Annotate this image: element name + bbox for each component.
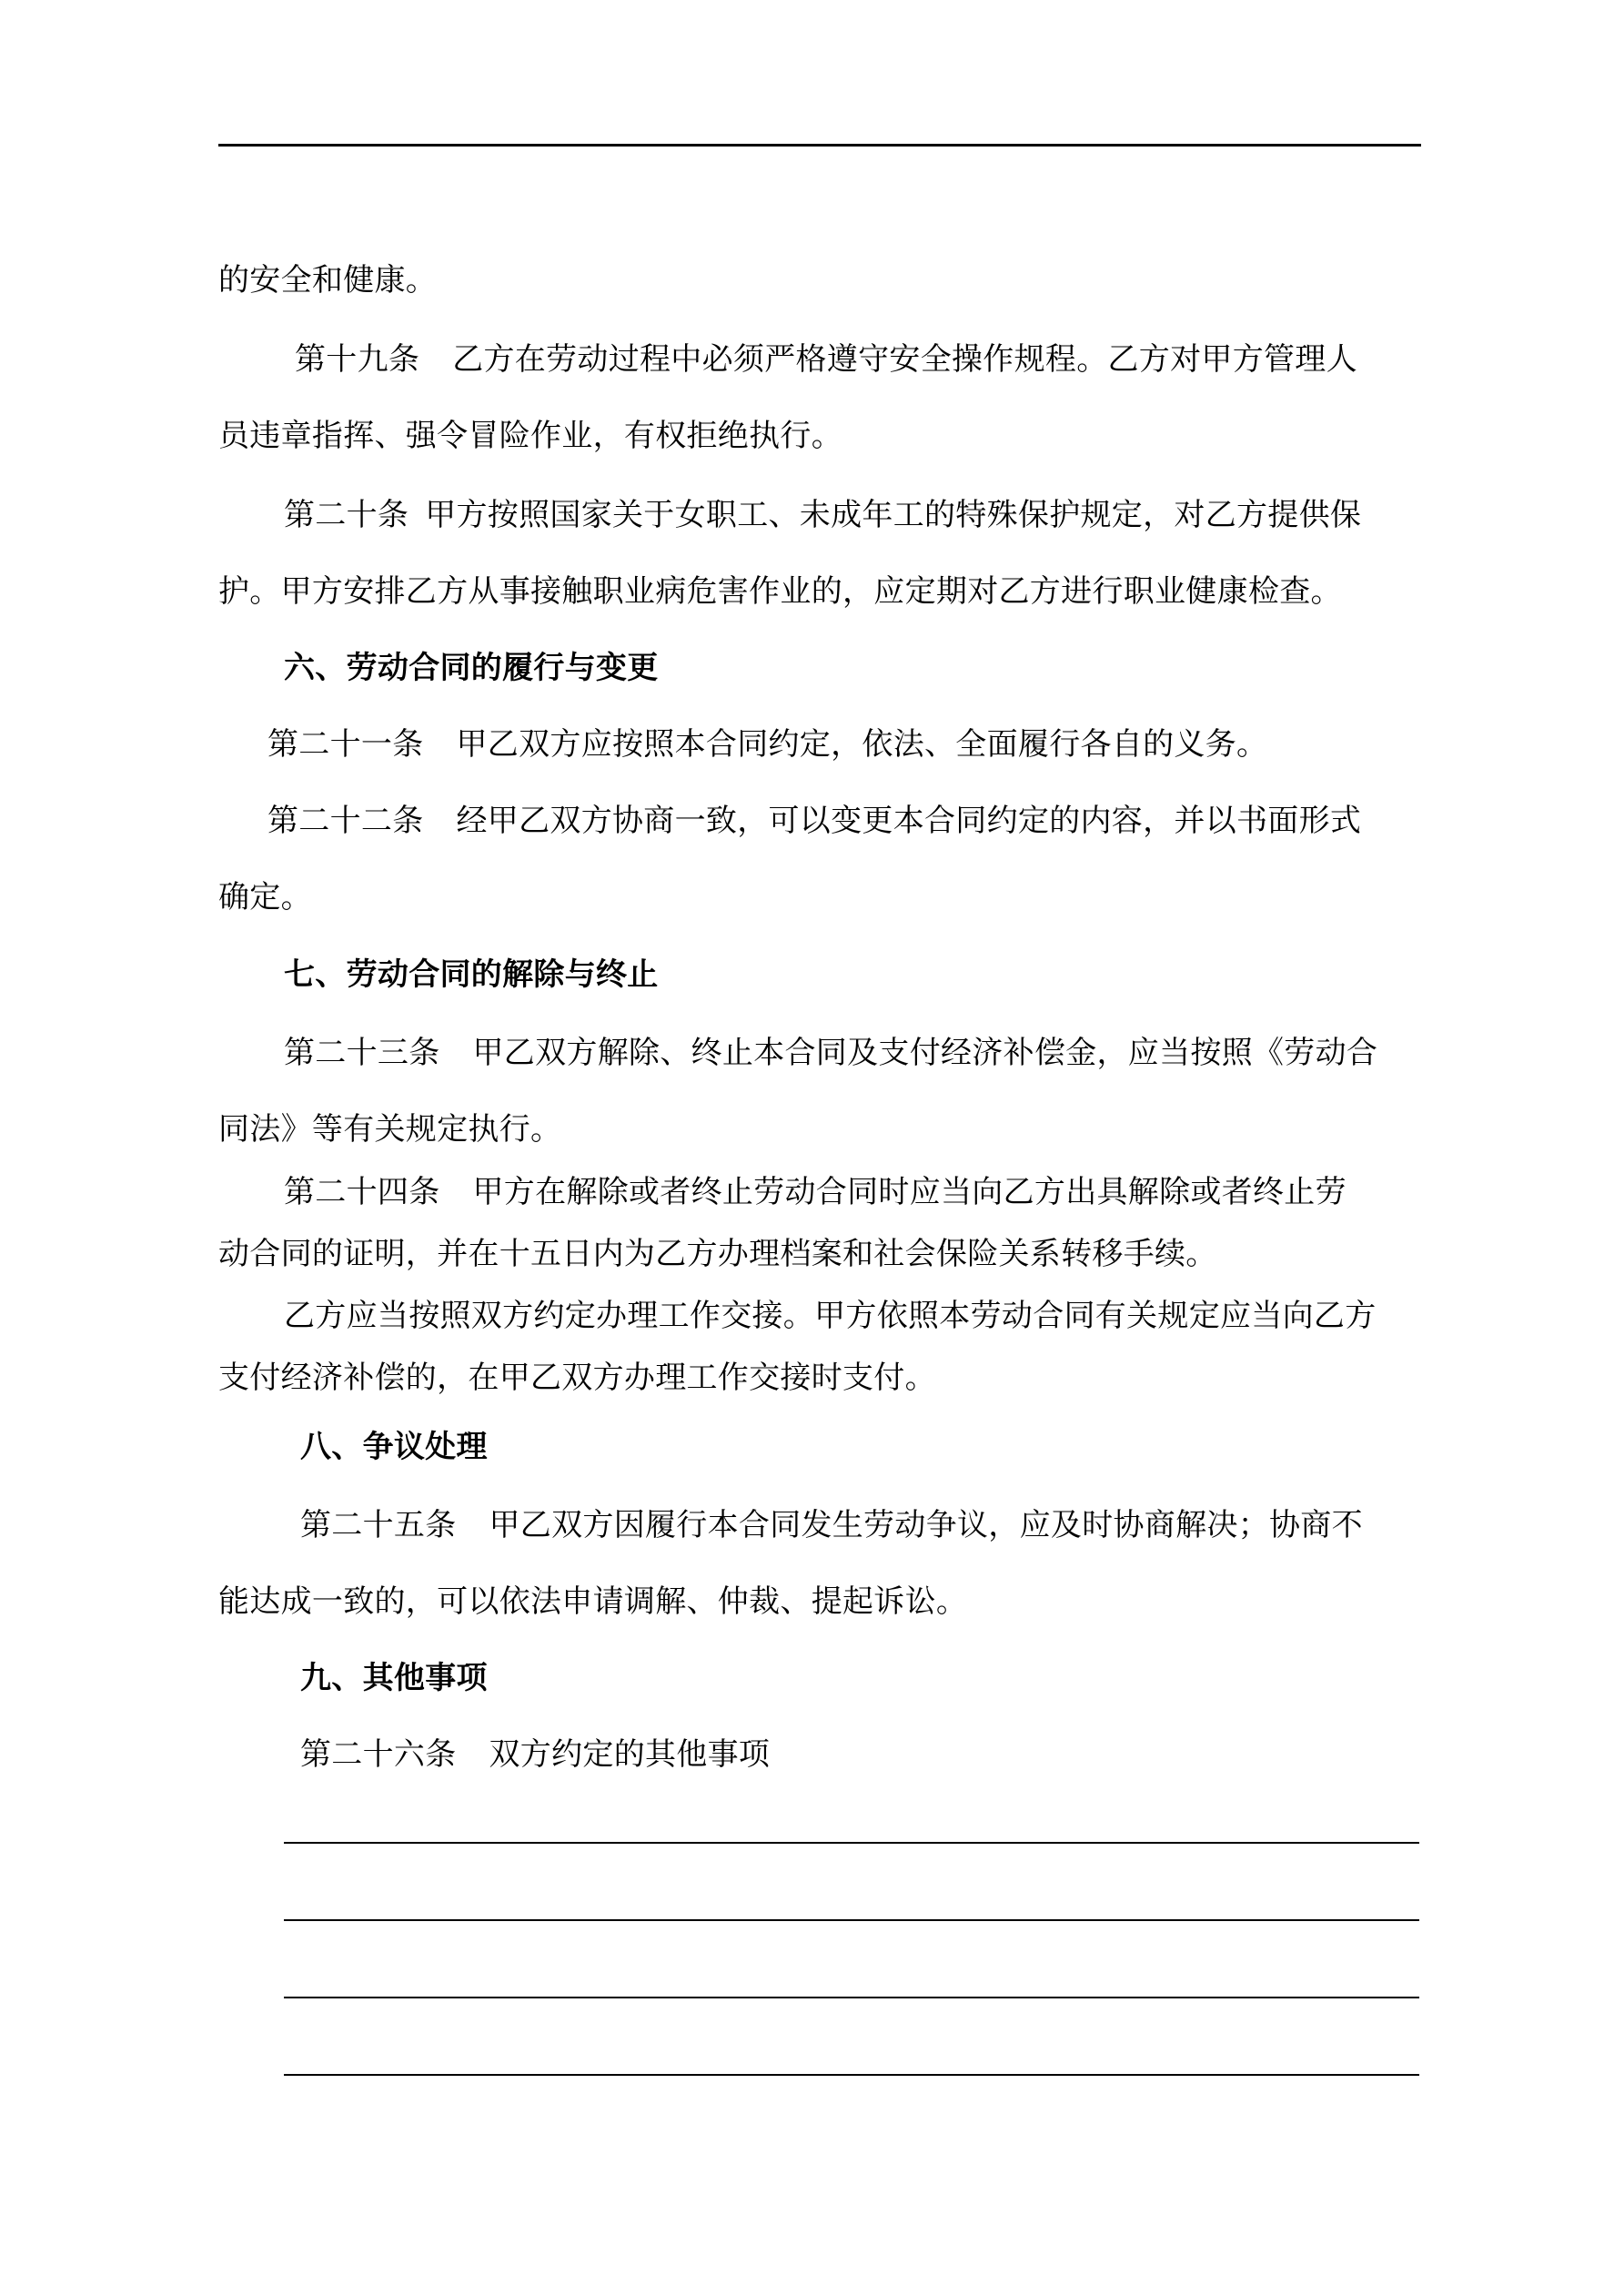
article-text: 甲乙双方解除、终止本合同及支付经济补偿金，应当按照《劳动合: [472, 1035, 1378, 1071]
article-number: 第二十五条: [300, 1507, 457, 1543]
article-number: 第二十条: [284, 497, 409, 533]
article-21: [267, 726, 1267, 763]
section-heading-7: 七、劳动合同的解除与终止: [284, 956, 659, 993]
article-26: [300, 1736, 770, 1773]
article-number: 第二十二条: [267, 803, 424, 839]
article-24: [284, 1174, 1347, 1210]
paragraph-line: 员违章指挥、强令冒险作业，有权拒绝执行。: [218, 418, 842, 454]
fill-in-line-1[interactable]: [284, 1842, 1419, 1844]
article-text: 经甲乙双方协商一致，可以变更本合同约定的内容，并以书面形式: [456, 803, 1362, 839]
fill-in-line-2[interactable]: [284, 1919, 1419, 1921]
article-text: 甲方在解除或者终止劳动合同时应当向乙方出具解除或者终止劳: [472, 1174, 1347, 1210]
section-heading-6: 六、劳动合同的履行与变更: [284, 650, 659, 686]
header-rule: [218, 144, 1421, 147]
section-heading-9: 九、其他事项: [300, 1660, 488, 1696]
paragraph-line: 支付经济补偿的，在甲乙双方办理工作交接时支付。: [218, 1360, 936, 1396]
article-number: 第二十六条: [300, 1736, 457, 1773]
paragraph-line: 能达成一致的，可以依法申请调解、仲裁、提起诉讼。: [218, 1583, 968, 1620]
paragraph-line: 护。甲方安排乙方从事接触职业病危害作业的，应定期对乙方进行职业健康检查。: [218, 573, 1342, 610]
article-number: 第二十一条: [267, 726, 424, 763]
paragraph-line: 同法》等有关规定执行。: [218, 1111, 562, 1148]
article-number: 第二十三条: [284, 1035, 440, 1071]
paragraph-line: 的安全和健康。: [218, 262, 438, 298]
article-25: [300, 1507, 1363, 1543]
article-number: 第二十四条: [284, 1174, 440, 1210]
section-heading-8: 八、争议处理: [300, 1429, 488, 1465]
article-20: [284, 497, 1361, 533]
article-text: 甲乙双方应按照本合同约定，依法、全面履行各自的义务。: [456, 726, 1268, 763]
article-23: [284, 1035, 1377, 1071]
paragraph-line: 乙方应当按照双方约定办理工作交接。甲方依照本劳动合同有关规定应当向乙方: [284, 1298, 1377, 1334]
article-22: [267, 803, 1361, 839]
article-text: 甲乙双方因履行本合同发生劳动争议，应及时协商解决；协商不: [489, 1507, 1363, 1543]
fill-in-line-3[interactable]: [284, 1997, 1419, 1998]
paragraph-line: 动合同的证明，并在十五日内为乙方办理档案和社会保险关系转移手续。: [218, 1236, 1217, 1272]
article-number: 第十九条: [295, 341, 420, 378]
article-text: 甲方按照国家关于女职工、未成年工的特殊保护规定，对乙方提供保: [425, 497, 1362, 533]
fill-in-line-4[interactable]: [284, 2074, 1419, 2076]
paragraph-line: 确定。: [218, 879, 312, 915]
article-19: [295, 341, 1357, 378]
article-text: 双方约定的其他事项: [489, 1736, 771, 1773]
article-text: 乙方在劳动过程中必须严格遵守安全操作规程。乙方对甲方管理人: [452, 341, 1357, 378]
